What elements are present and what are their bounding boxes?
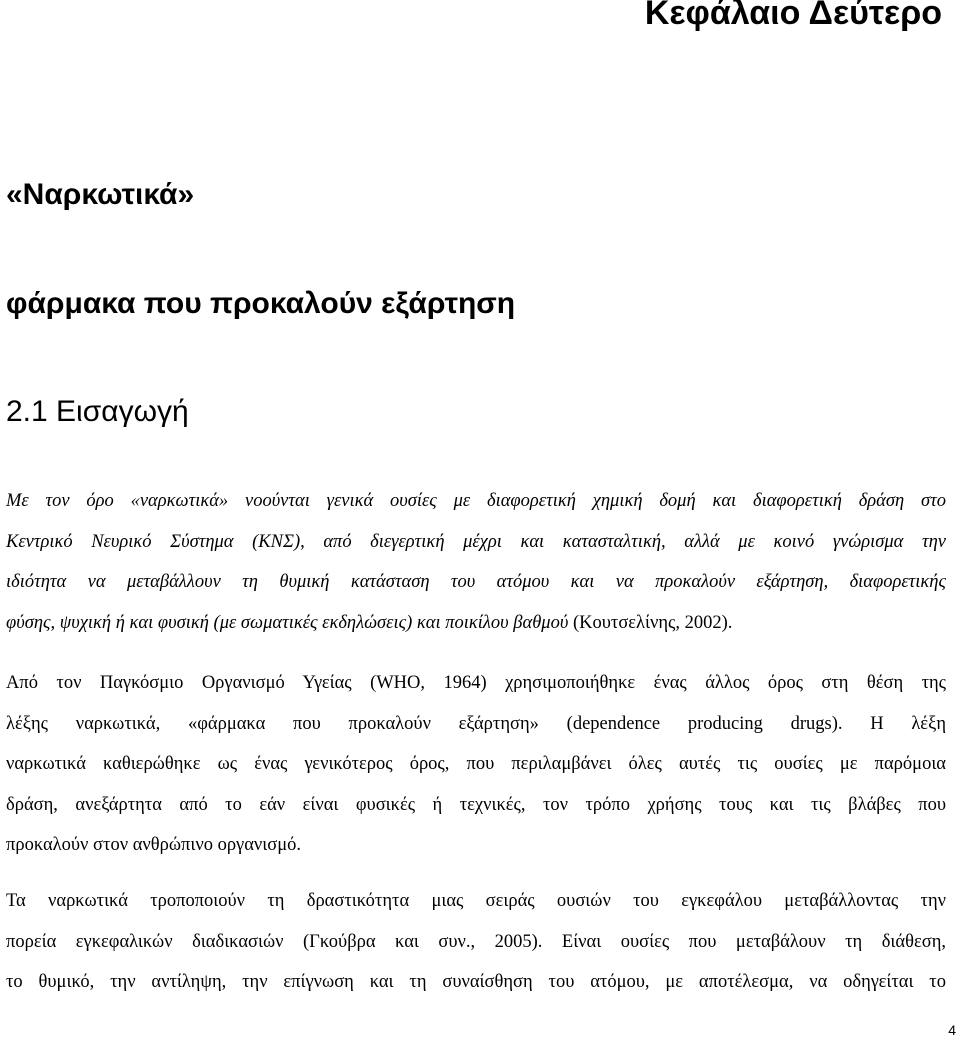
paragraph-3 [6,881,946,1003]
paragraph-2-line: προκαλούν στον ανθρώπινο οργανισμό. [6,835,302,855]
section-heading: 2.1 Εισαγωγή [6,395,189,428]
paragraph-2-line: Από τον Παγκόσμιο Οργανισμό Υγείας (WHO, 1964) χρησιμοποιήθηκε ένας άλλος όρος στη θέση της [6,673,946,693]
page-number: 4 [948,1022,956,1038]
paragraph-1 [6,481,946,643]
paragraph-1-line: Κεντρικό Νευρικό Σύστημα (ΚΝΣ), από διεγερτική μέχρι και κατασταλτική, αλλά με κοινό γνώρισμα την [6,531,946,552]
heading-farmaka: φάρμακα που προκαλούν εξάρτηση [6,287,516,320]
paragraph-1-line: ιδιότητα να μεταβάλλουν τη θυμική κατάσταση του ατόμου και να προκαλούν εξάρτηση, διαφορετικής [6,572,946,592]
heading-narkotika: «Ναρκωτικά» [6,178,195,211]
paragraph-2-line: λέξης ναρκωτικά, «φάρμακα που προκαλούν εξάρτηση» (dependence producing drugs). Η λέξη [6,713,946,734]
citation: (Κουτσελίνης, 2002). [572,612,733,633]
paragraph-1-line: Με τον όρο «ναρκωτικά» νοούνται γενικά ουσίες με διαφορετική χημική δομή και διαφορετική δράση στο [6,491,946,511]
paragraph-3-line: Τα ναρκωτικά τροποποιούν τη δραστικότητα μιας σειράς ουσιών του εγκεφάλου μεταβάλλοντας την [6,891,946,911]
paragraph-2-line: δράση, ανεξάρτητα από το εάν είναι φυσικές ή τεχνικές, τον τρόπο χρήσης τους και τις βλάβες που [6,794,946,815]
paragraph-3-line: πορεία εγκεφαλικών διαδικασιών (Γκούβρα και συν., 2005). Είναι ουσίες που μεταβάλουν τη διάθεση, [6,931,946,952]
paragraph-2-line: ναρκωτικά καθιερώθηκε ως ένας γενικότερος όρος, που περιλαμβάνει όλες αυτές τις ουσίες με παρόμοια [6,754,946,774]
paragraph-1-line-text: φύσης, ψυχική ή και φυσική (με σωματικές εκδηλώσεις) και ποικίλου βαθμού [6,612,569,633]
paragraph-2 [6,663,946,866]
chapter-title: Κεφάλαιο Δεύτερο [644,0,942,32]
paragraph-1-line-last [6,603,946,644]
paragraph-3-line: το θυμικό, την αντίληψη, την επίγνωση και τη συναίσθηση του ατόμου, με αποτέλεσμα, να οδηγείται το [6,972,946,992]
